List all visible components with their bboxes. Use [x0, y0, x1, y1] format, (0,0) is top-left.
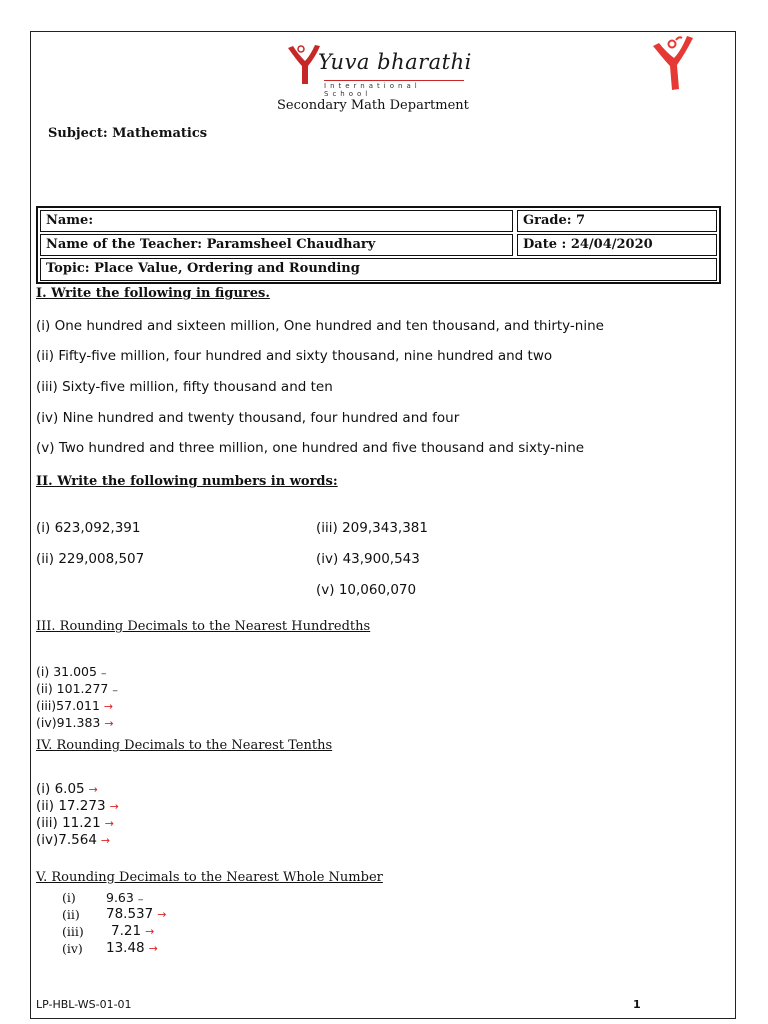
header-table — [36, 206, 721, 284]
section4-item: (iv)7.564 → — [36, 832, 111, 848]
section5-title: V. Rounding Decimals to the Nearest Whole Number — [36, 870, 383, 885]
arrow-icon: -- — [112, 686, 117, 696]
arrow-icon: → — [157, 908, 167, 921]
section1-item: (iv) Nine hundred and twenty thousand, four hundred and four — [36, 410, 460, 426]
section2-number: (ii) 229,008,507 — [36, 551, 145, 567]
arrow-icon: → — [109, 800, 119, 813]
section3-item: (ii) 101.277 -- — [36, 681, 117, 696]
section5-label: (ii) — [62, 907, 80, 922]
topic-label: Topic: Place Value, Ordering and Rounding — [46, 261, 360, 276]
arrow-icon: → — [145, 925, 155, 938]
arrow-icon: → — [104, 717, 114, 730]
section1-title: I. Write the following in figures. — [36, 286, 270, 301]
arrow-icon: → — [148, 942, 158, 955]
topic-cell — [40, 258, 717, 281]
section5-item: 78.537 → — [106, 906, 167, 922]
footer-code: LP-HBL-WS-01-01 — [36, 998, 132, 1011]
section3-title: III. Rounding Decimals to the Nearest Hundredths — [36, 619, 371, 634]
section2-number: (v) 10,060,070 — [316, 582, 417, 598]
section5-label: (i) — [62, 890, 76, 905]
arrow-icon: → — [100, 834, 111, 847]
section1-item: (iii) Sixty-five million, fifty thousand and ten — [36, 379, 333, 395]
arrow-icon: → — [103, 700, 114, 713]
section4-title: IV. Rounding Decimals to the Nearest Tenths — [36, 738, 333, 753]
section5-item: 7.21 → — [111, 923, 155, 939]
section1-item: (v) Two hundred and three million, one hundred and five thousand and sixty-nine — [36, 440, 585, 456]
section1-item: (ii) Fifty-five million, four hundred and sixty thousand, nine hundred and two — [36, 348, 553, 364]
section2-number: (iii) 209,343,381 — [316, 520, 428, 536]
section4-item: (i) 6.05 → — [36, 781, 98, 797]
name-label: Name: — [46, 213, 94, 228]
section3-item: (iii)57.011 → — [36, 698, 114, 713]
section4-item: (iii) 11.21 → — [36, 815, 114, 831]
section2-number: (iv) 43,900,543 — [316, 551, 420, 567]
subject-label: Subject: Mathematics — [48, 126, 208, 141]
page-number: 1 — [633, 998, 641, 1011]
section2-title: II. Write the following numbers in words: — [36, 474, 338, 489]
section5-label: (iii) — [62, 924, 84, 939]
arrow-icon: -- — [100, 669, 106, 679]
date-cell — [517, 234, 717, 256]
section5-item: 9.63 -- — [106, 890, 143, 905]
grade-cell — [517, 210, 717, 232]
section1-item: (i) One hundred and sixteen million, One hundred and ten thousand, and thirty-nine — [36, 318, 604, 334]
arrow-icon: → — [88, 783, 98, 796]
name-cell — [40, 210, 513, 232]
logo-brand-text: Yuva bharathi — [318, 50, 472, 74]
section2-number: (i) 623,092,391 — [36, 520, 141, 536]
teacher-label: Name of the Teacher: Paramsheel Chaudhary — [46, 237, 376, 252]
section3-item: (iv)91.383 → — [36, 715, 114, 730]
school-logo — [284, 38, 474, 98]
section4-item: (ii) 17.273 → — [36, 798, 119, 814]
corner-y-icon — [650, 34, 696, 92]
date-label: Date : 24/04/2020 — [523, 237, 653, 252]
department-title: Secondary Math Department — [277, 98, 469, 113]
section3-item: (i) 31.005 -- — [36, 664, 106, 679]
section5-label: (iv) — [62, 941, 83, 956]
grade-label: Grade: 7 — [523, 213, 586, 228]
logo-subtitle: International School — [324, 80, 464, 98]
section5-item: 13.48 → — [106, 940, 158, 956]
arrow-icon: -- — [137, 895, 143, 905]
arrow-icon: → — [104, 817, 114, 830]
teacher-cell — [40, 234, 513, 256]
